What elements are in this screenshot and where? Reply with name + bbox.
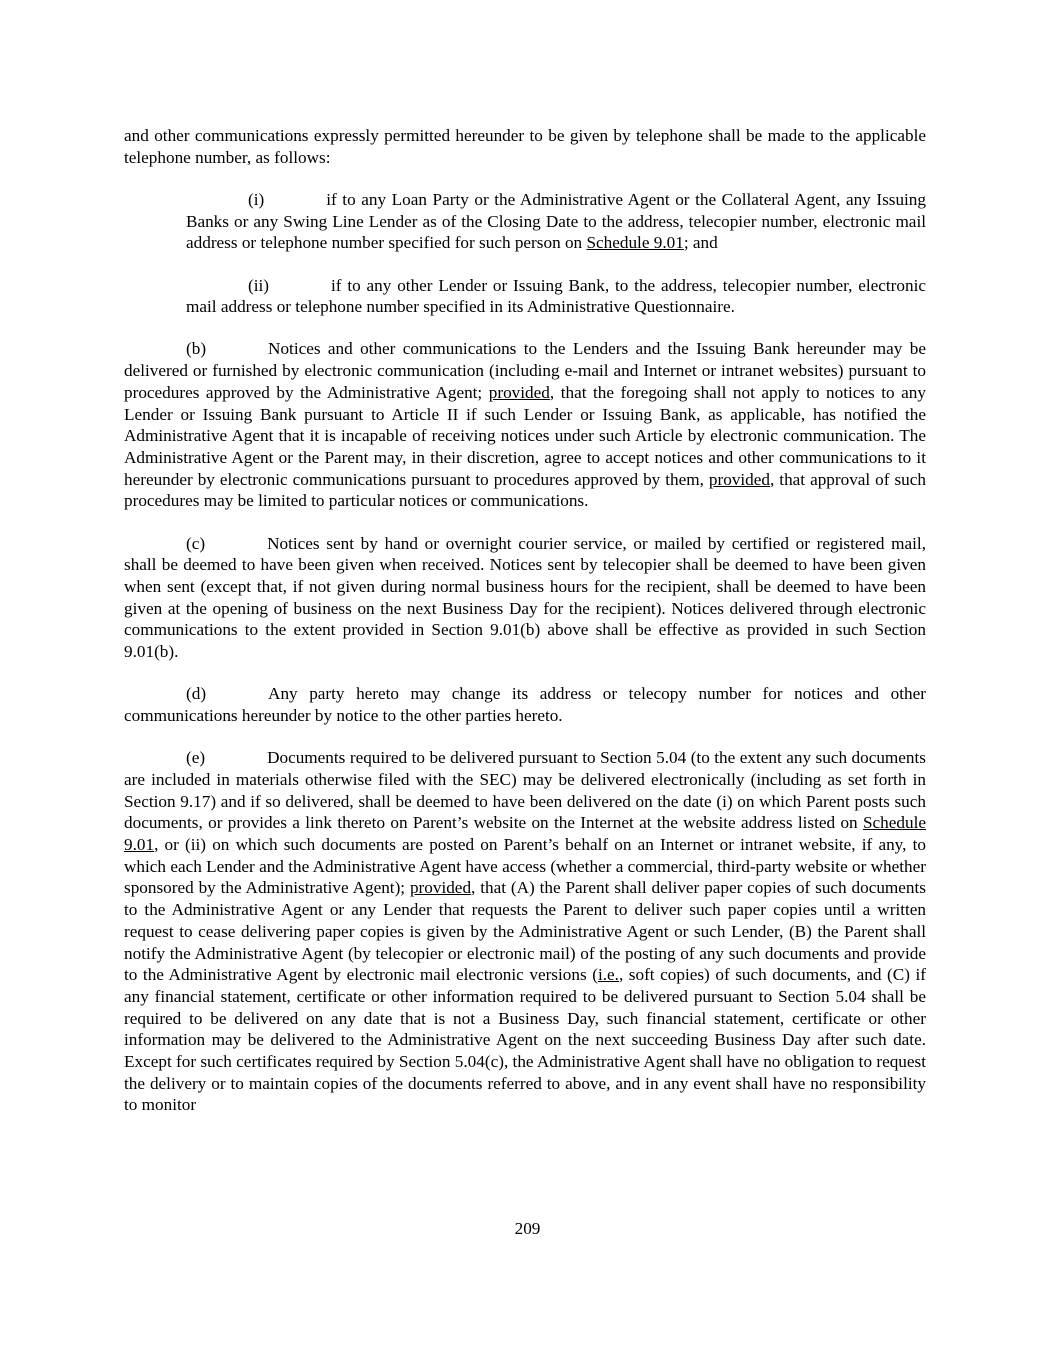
paragraph-text: , soft copies) of such documents, and (C) if any financial statement, certificate or other information required to be delivered pursuant to Section 5.04 shall be required to be delivered on any date that is not a Business Day, such financial statement, certificate or other information may be delivered to the Administrative Agent on the next succeeding Business Day after such date. Except for such certificates required by Section 5.04(c), the Administrative Agent shall have no obligation to request the delivery or to maintain copies of the documents referred to above, and in any event shall have no responsibility to monitor [124, 965, 926, 1115]
schedule-reference: Schedule 9.01 [586, 233, 684, 253]
paragraph-text: Any party hereto may change its address or telecopy number for notices and other communications hereunder by notice to the other parties hereto. [124, 684, 926, 725]
page-number: 209 [514, 1219, 541, 1238]
item-label: (ii) [248, 275, 269, 295]
paragraph-text: Documents required to be delivered pursuant to Section 5.04 (to the extent any such documents are included in materials otherwise filed with the SEC) may be delivered electronically (including as set forth in Section 9.17) and if so delivered, shall be deemed to have been delivered on the date (i) on which Parent posts such documents, or provides a link thereto on Parent’s website on the Internet at the website address listed on [124, 748, 926, 833]
underlined-term: provided [409, 878, 472, 898]
paragraph-text: , that (A) the Parent shall deliver paper copies of such documents to the Administrative Agent or any Lender that requests the Parent to deliver such paper copies until a written request to cease delivering paper copies is given by the Administrative Agent or such Lender, (B) the Parent shall notify the Administrative Agent (by telecopier or electronic mail) of the posting of any such documents and provide to the Administrative Agent by electronic mail electronic versions ( [124, 878, 926, 985]
paragraph-text: , that approval of such procedures may be limited to particular notices or communications. [124, 469, 926, 511]
item-label: (i) [248, 189, 265, 209]
paragraph-label: (d) [186, 684, 207, 704]
paragraph-text: Notices sent by hand or overnight courier service, or mailed by certified or registered mail, shall be deemed to have been given when received. Notices sent by telecopier shall be deemed to have been given when sent (except that, if not given during normal business hours for the recipient, shall be deemed to have been given at the opening of business on the next Business Day for the recipient). Notices delivered through electronic communications to the extent provided in Section 9.01(b) above shall be effective as provided in such Section 9.01(b). [124, 533, 926, 662]
paragraph-text: , or (ii) on which such documents are posted on Parent’s behalf on an Internet or intranet website, if any, to which each Lender and the Administrative Agent have access (whether a commercial, third-party website or whether sponsored by the Administrative Agent); [124, 834, 926, 898]
schedule-reference: Schedule 9.01 [124, 813, 926, 854]
paragraph-label: (c) [186, 533, 206, 553]
underlined-term: provided [488, 382, 550, 402]
item-text: if to any other Lender or Issuing Bank, to the address, telecopier number, electronic mail address or telephone number specified in its Administrative Questionnaire. [186, 275, 926, 317]
paragraph-d [124, 683, 926, 726]
paragraph-c [124, 533, 926, 663]
underlined-term: provided [708, 469, 771, 489]
list-item-ii [186, 275, 926, 318]
body-text [124, 125, 926, 1116]
paragraph-b [124, 338, 926, 512]
underlined-term: i.e. [597, 965, 619, 985]
paragraph-text: , that the foregoing shall not apply to notices to any Lender or Issuing Bank pursuant to Article II if such Lender or Issuing Bank, as applicable, has notified the Administrative Agent that it is incapable of receiving notices under such Article by electronic communication. The Administrative Agent or the Parent may, in their discretion, agree to accept notices and other communications to it hereunder by electronic communications pursuant to procedures approved by them, [124, 382, 926, 489]
paragraph-text: Notices and other communications to the Lenders and the Issuing Bank hereunder may be delivered or furnished by electronic communication (including e-mail and Internet or intranet websites) pursuant to procedures approved by the Administrative Agent; [124, 339, 926, 402]
paragraph-label: (e) [186, 748, 206, 768]
paragraph-e [124, 747, 926, 1116]
item-text: if to any Loan Party or the Administrative Agent or the Collateral Agent, any Issuing Banks or any Swing Line Lender as of the Closing Date to the address, telecopier number, electronic mail address or telephone number specified for such person on [186, 189, 926, 253]
list-item-i [186, 189, 926, 254]
paragraph-label: (b) [186, 339, 207, 359]
item-text-end: ; and [683, 233, 718, 253]
paragraph-intro: and other communications expressly permitted hereunder to be given by telephone shall be made to the applicable telephone number, as follows: [124, 126, 926, 167]
